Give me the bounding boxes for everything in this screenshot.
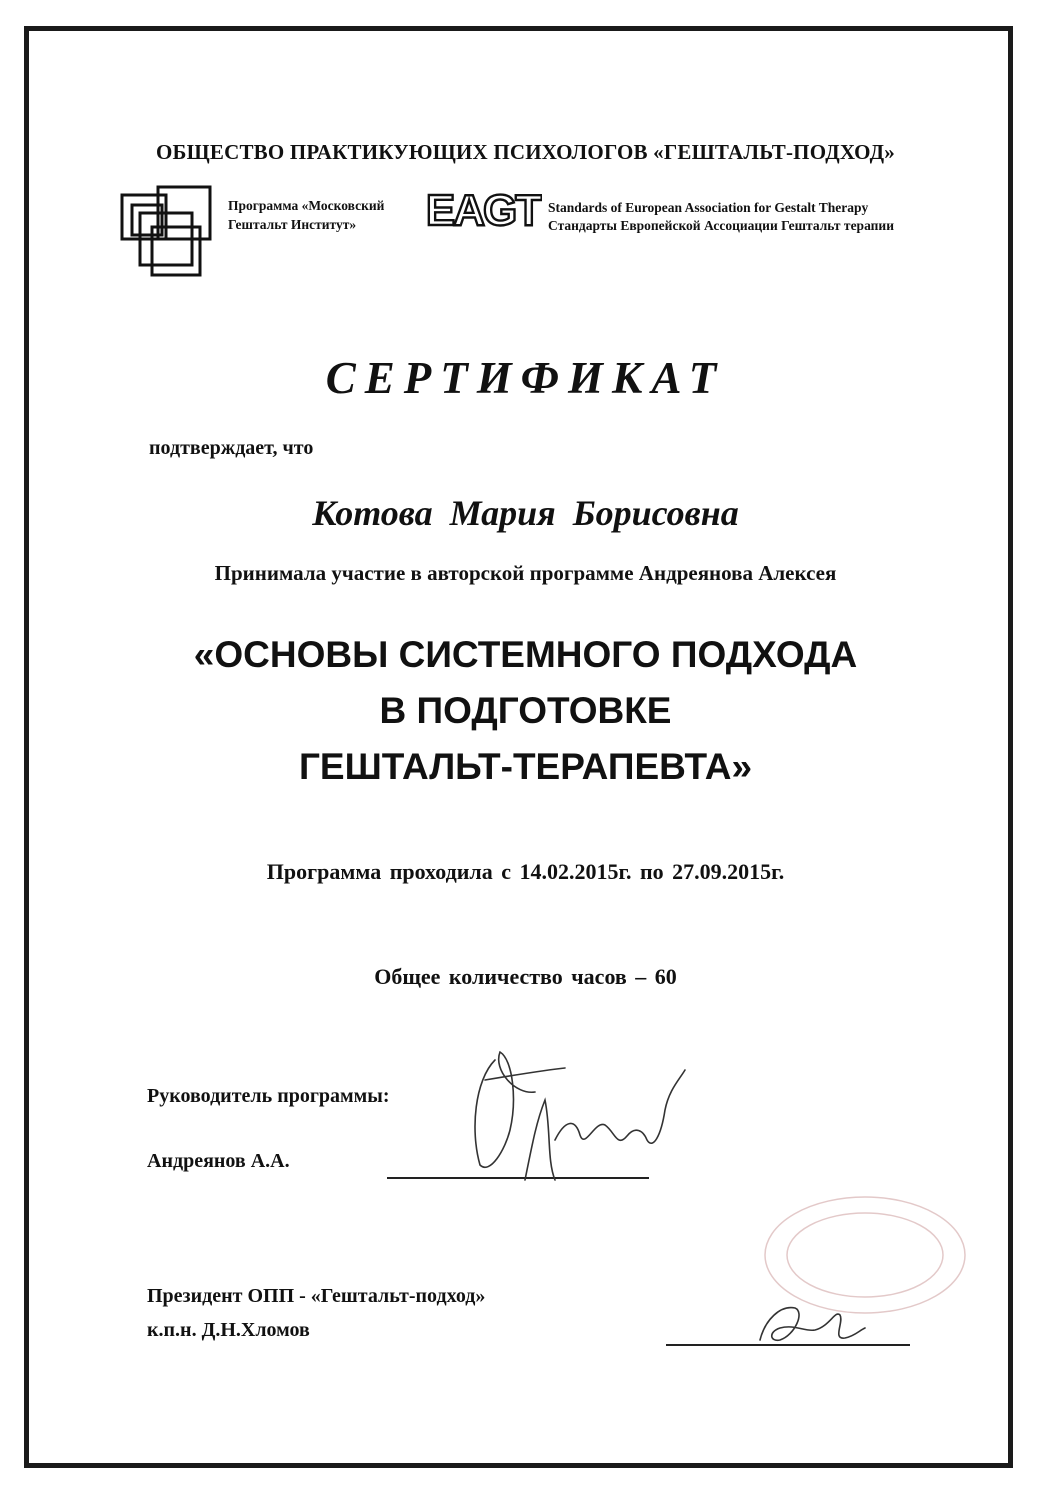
organization-name: ОБЩЕСТВО ПРАКТИКУЮЩИХ ПСИХОЛОГОВ «ГЕШТАЛЬТ-ПОДХОД» <box>156 140 895 164</box>
program-head-label: Руководитель программы: <box>147 1085 390 1107</box>
mgi-program-label <box>228 196 384 234</box>
mgi-line-1: Программа «Московский <box>228 198 385 213</box>
head-signature-icon <box>455 1040 695 1190</box>
standards-english: Standards of European Association for Gestalt Therapy <box>548 200 869 215</box>
program-dates: Программа проходила с 14.02.2015г. по 27.09.2015г. <box>266 859 785 884</box>
eagt-logo <box>424 185 542 231</box>
program-title-line-1: «ОСНОВЫ СИСТЕМНОГО ПОДХОДА <box>193 634 858 675</box>
program-title-line-2: В ПОДГОТОВКЕ <box>379 690 672 731</box>
president-title: Президент ОПП - «Гештальт-подход» <box>147 1285 486 1307</box>
eagt-logo-text: EAGT <box>425 186 541 231</box>
confirms-text: подтверждает, что <box>149 437 314 459</box>
president-name: к.п.н. Д.Н.Хломов <box>147 1319 310 1341</box>
certificate-title: СЕРТИФИКАТ <box>325 353 726 403</box>
eagt-standards <box>548 199 894 235</box>
participation-text: Принимала участие в авторской программе Андреянова Алексея <box>214 561 837 585</box>
mgi-line-2: Гештальт Институт» <box>228 217 357 232</box>
standards-russian: Стандарты Европейской Ассоциации Гештальт терапии <box>548 218 894 233</box>
program-title <box>0 627 1051 795</box>
program-head-name: Андреянов А.А. <box>147 1150 290 1172</box>
recipient-name: Котова Мария Борисовна <box>312 493 739 533</box>
president-signature-icon <box>740 1290 870 1350</box>
mgi-logo-icon <box>118 183 218 283</box>
total-hours: Общее количество часов – 60 <box>374 964 677 989</box>
program-title-line-3: ГЕШТАЛЬТ-ТЕРАПЕВТА» <box>298 746 753 787</box>
